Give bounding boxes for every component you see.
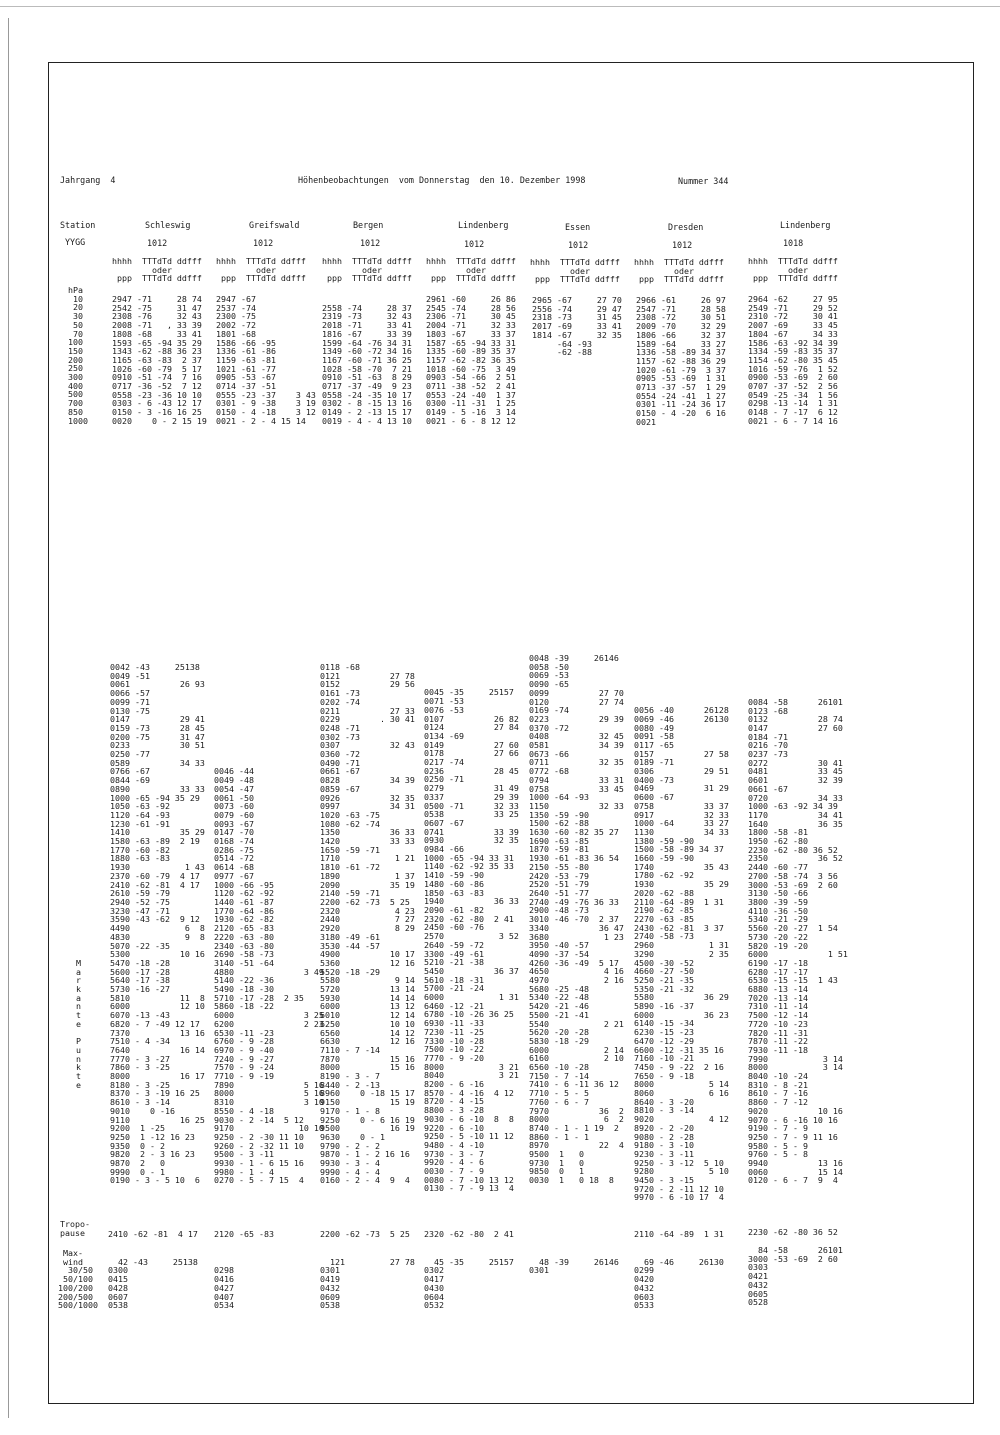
- station-sigpoint-data: 0048 -39 26146 0058 -50 0069 -53 0090 -65 0099 27 70 0120 27 74 0169 -74 0223 29 39 0370 -72 0408 32 45 0581 34 39 0673 -66 0711 32 35 0772 -68 0794 33 31 0758 33 45 1000 -64 -93 1150 32 33 1350 -59 -90 1500 -62 -88 1630 -60 -82 35 27 1690 -63 -85 1870 -59 -81 1930 -61 -83 36 54 2150 -55 -80 2420 -53 -79 2520 -51 -79 2640 -51 -77 2740 -49 -76 36 33 2900 -48 -73 3010 -46 -70 2 37 3340 36 47 3680 1 23 3950 -40 -57 4090 -37 -54 4260 -36 -49 5 17 4650 4 16 4970 2 16 5680 -25 -48 5340 -22 -48 5420 -21 -46 5500 -21 -41 5540 2 21 5620 -20 -28 5830 -18 -29 6000 2 14 6160 2 10 6560 -10 -28 7150 - 7 -14 7410 - 6 -11 36 12 7710 - 5 - 5 7760 - 6 - 7 7970 36 2 8000 6 2 8740 - 1 - 1 19 2 8860 - 1 - 1 8970 22 4 9500 1 0 9730 1 0 9850 0 1 0030 1 0 18 8: [529, 653, 624, 1186]
- tropopause-label: Tropo- pause: [60, 1219, 90, 1238]
- column-head: hhhh TTTdTd ddfff oder ppp TTTdTd ddfff: [322, 256, 412, 284]
- volume-label: Jahrgang 4: [60, 175, 116, 185]
- top-rule: [0, 6, 1000, 7]
- station-code: 1012: [464, 239, 485, 249]
- station-code: 1012: [360, 238, 381, 248]
- page-title: Höhenbeobachtungen vom Donnerstag den 10. Dezember 1998: [298, 175, 586, 185]
- station-sigpoint-data: 0056 -40 26128 0069 -46 26130 0080 -49 0091 -58 0117 -65 0157 27 58 0189 -71 0306 29 51 0400 -73 0469 31 29 0600 -67 0758 33 37 0917 32 33 1000 -64 33 27 1130 34 33 1380 -59 -90 1500 -58 -89 34 37 1660 -59 -90 1740 35 43 1780 -62 -92 1930 35 29 2020 -62 -88 2110 -64 -89 1 31 2190 -62 -85 2270 -63 -85 2430 -62 -81 3 37 2740 -58 -73 2960 1 31 3290 2 35 4500 -30 -52 4660 -27 -50 5250 -21 -35 5350 -21 -32 5580 36 29 5890 -16 -37 6000 36 23 6140 -15 -34 6230 -15 -23 6470 -12 -29 6600 -12 -31 35 16 7160 -10 -21 7450 - 9 -22 2 16 7650 - 9 -18 8000 5 14 8060 6 16 8640 - 3 -20 8810 - 3 -14 9020 4 12 8920 - 2 -20 9080 - 2 -28 9180 - 3 -10 9230 - 3 -11 9250 - 3 -12 5 10 9280 5 10 9450 - 3 -15 9720 - 2 -11 12 10 9970 - 6 -10 17 4: [634, 705, 729, 1203]
- station-name: Lindenberg: [780, 220, 831, 230]
- maxwind-value: 69 -46 26130 0299 0420 0432 0603 0533: [634, 1256, 724, 1311]
- station-upper-data: 2947 -67 2537 -74 2300 -75 2002 -72 1801 -68 1586 -66 -95 1336 -61 -86 1159 -63 -81 1021 -61 -77 0905 -53 -67 0714 -37 -51 0555 -23 -37 3 43 0301 - 9 -38 3 19 0150 - 4 -18 3 12 0021 - 2 - 4 15 14: [216, 294, 316, 426]
- station-upper-data: 2947 -71 28 74 2542 -75 31 47 2308 -76 32 43 2008 -71 , 33 39 1808 -68 33 41 1593 -65 -94 35 29 1343 -62 -88 36 23 1165 -63 -83 2 37 1026 -60 -79 5 17 0910 -51 -74 7 16 0717 -36 -52 7 12 0558 -23 -36 10 10 0303 - 6 -43 12 17 0150 - 3 -16 16 25 0020 0 - 2 15 19: [112, 294, 207, 426]
- station-name: Bergen: [353, 220, 384, 230]
- pressure-levels: hPa 10 20 30 50 70 100 150 200 250 300 400 500 700 850 1000: [68, 285, 88, 426]
- maxwind-value: 45 -35 25157 0302 0417 0430 0604 0532: [424, 1256, 514, 1311]
- column-head: hhhh TTTdTd ddfff oder ppp TTTdTd ddfff: [426, 256, 516, 284]
- maxwind-label: Max- wind 30/50 50/100 100/200 200/500 500/1000: [58, 1248, 98, 1311]
- station-code: 1012: [672, 240, 693, 250]
- station-name: Essen: [565, 222, 591, 232]
- tropopause-value: 2320 -62 -80 2 41: [424, 1229, 514, 1239]
- maxwind-value: 121 27 78 0301 0419 0432 0609 0538: [320, 1256, 415, 1311]
- station-sigpoint-data: 0045 -35 25157 0071 -53 0076 -53 0107 26 82 0124 27 84 0134 -69 0149 27 60 0178 27 66 0217 -74 0236 28 45 0250 -71 0279 31 49 0337 29 39 0500 -71 32 33 0538 33 25 0607 -67 0741 33 39 0930 32 35 0984 -66 1000 -65 -94 33 31 1140 -62 -92 35 33 1410 -59 -90 1480 -60 -86 1850 -63 -83 1940 36 33 2090 -61 -82 2320 -62 -80 2 41 2450 -60 -76 2570 3 52 2640 -59 -72 3300 -49 -61 5210 -21 -38 5450 36 37 5610 -18 -31 5700 -21 -24 6000 1 31 6460 -12 -21 6780 -10 -26 36 25 6930 -11 -33 7230 -11 -25 7330 -10 -28 7500 -10 -22 7770 - 9 -20 8000 3 21 8040 3 21 8200 - 6 -16 8570 - 4 -16 4 12 8720 - 4 -15 8800 - 3 -28 9030 - 6 -10 8 8 9220 - 6 -10 9250 - 5 -10 11 12 9480 - 4 -10 9730 - 3 - 7 9920 - 4 - 6 0030 - 7 - 9 0080 - 7 -10 13 12 0130 - 7 - 9 13 4: [424, 687, 519, 1194]
- issue-number: Nummer 344: [678, 176, 729, 186]
- yygg-label: YYGG: [65, 237, 86, 247]
- station-upper-data: 2965 -67 27 70 2556 -74 29 47 2318 -73 31 45 2017 -69 33 41 1814 -67 32 35 -64 -93 -62 -88: [532, 295, 622, 358]
- column-head: hhhh TTTdTd ddfff oder ppp TTTdTd ddfff: [748, 256, 838, 284]
- maxwind-value: 0298 0416 0427 0407 0534: [214, 1265, 234, 1311]
- maxwind-value: 42 -43 25138 0300 0415 0428 0607 0538: [108, 1256, 198, 1311]
- tropopause-value: 2410 -62 -81 4 17: [108, 1229, 198, 1239]
- column-head: hhhh TTTdTd ddfff oder ppp TTTdTd ddfff: [216, 256, 306, 284]
- station-name: Lindenberg: [458, 220, 509, 230]
- tropopause-value: 2200 -62 -73 5 25: [320, 1229, 410, 1239]
- tropopause-value: 2110 -64 -89 1 31: [634, 1229, 724, 1239]
- station-code: 1018: [783, 238, 804, 248]
- markante-punkte-label: M a r k a n t e P u n k t e: [76, 957, 81, 1090]
- station-sigpoint-data: 0046 -44 0049 -48 0054 -47 0061 -50 0073 -60 0079 -60 0093 -67 0147 -70 0168 -74 0286 -75 0514 -72 0614 -68 0977 -67 1000 -66 -95 1120 -62 -92 1440 -61 -87 1770 -64 -86 1930 -62 -82 2120 -65 -83 2220 -63 -80 2340 -63 -80 2690 -58 -73 3140 -51 -64 4880 3 49 5140 -22 -36 5490 -18 -30 5710 -17 -28 2 35 5860 -18 -22 6000 3 25 6200 2 23 6530 -11 -23 6760 - 9 -28 6970 - 9 -40 7240 - 9 -27 7570 - 9 -24 7710 - 9 -19 7890 5 16 8000 5 16 8310 3 10 8550 - 4 -18 9030 - 2 -14 5 12 9170 10 10 9250 - 2 -30 11 10 9260 - 2 -32 11 10 9500 - 3 -11 9930 - 1 - 6 15 16 9980 - 1 - 4 0270 - 5 - 7 15 4: [214, 766, 324, 1186]
- station-upper-data: 2964 -62 27 95 2549 -71 29 52 2310 -72 30 41 2007 -69 33 45 1804 -67 34 33 1586 -63 -92 34 39 1334 -59 -83 35 37 1154 -62 -80 35 45 1016 -59 -76 1 52 0900 -53 -69 2 60 0707 -37 -52 2 56 0549 -25 -34 1 56 0298 -13 -14 1 31 0148 - 7 -17 6 12 0021 - 6 - 7 14 16: [748, 294, 838, 426]
- station-upper-data: 2961 -60 26 86 2545 -74 28 56 2306 -71 30 45 2004 -71 32 33 1803 -67 33 37 1587 -65 -94 33 31 1335 -60 -89 35 37 1157 -62 -82 36 35 1018 -60 -75 3 49 0903 -54 -66 2 51 0711 -38 -52 2 41 0553 -24 -40 1 37 0300 -11 -31 1 25 0149 - 5 -16 3 14 0021 - 6 - 8 12 12: [426, 294, 516, 426]
- column-head: hhhh TTTdTd ddfff oder ppp TTTdTd ddfff: [530, 257, 620, 285]
- station-label: Station: [60, 220, 96, 230]
- tropopause-value: 2120 -65 -83: [214, 1229, 274, 1239]
- station-name: Dresden: [668, 222, 704, 232]
- station-code: 1012: [147, 238, 168, 248]
- station-sigpoint-data: 0042 -43 25138 0049 -51 0061 26 93 0066 -57 0099 -71 0130 -75 0147 29 41 0159 -73 28 45 0200 -75 31 47 0233 30 51 0250 -77 0589 34 33 0766 -67 0844 -69 0890 33 33 1000 -65 -94 35 29 1050 -63 -92 1120 -64 -93 1230 -61 -91 1410 35 29 1580 -63 -89 2 19 1770 -60 -82 1880 -63 -83 1930 1 43 2370 -60 -79 4 17 2410 -62 -81 4 17 2610 -59 -79 2940 -52 -75 3230 -47 -71 3590 -43 -62 9 12 4490 6 8 4830 9 8 5070 -22 -35 5300 10 16 5470 -18 -28 5600 -17 -28 5640 -17 -38 5730 -16 -27 5810 11 8 6000 12 10 6070 -13 -43 6820 - 7 -49 12 17 7370 13 16 7510 - 4 -34 7640 16 14 7770 - 3 -27 7860 - 3 -25 8000 16 17 8180 - 3 -25 8370 - 3 -19 16 25 8610 - 3 -14 9010 0 -16 9110 16 25 9200 1 -25 9250 1 -12 16 23 9350 0 - 2 9820 2 - 3 16 23 9870 2 0 9990 0 - 1 0190 - 3 - 5 10 6: [110, 662, 205, 1186]
- station-name: Schleswig: [145, 220, 191, 230]
- column-head: hhhh TTTdTd ddfff oder ppp TTTdTd ddfff: [634, 257, 724, 285]
- station-code: 1012: [568, 240, 589, 250]
- station-upper-data: 2966 -61 26 97 2547 -71 28 58 2308 -72 30 51 2009 -70 32 29 1806 -66 32 37 1589 -64 33 27 1336 -58 -89 34 37 1157 -62 -88 36 29 1020 -61 -79 3 37 0905 -53 -69 1 31 0713 -37 -57 1 29 0554 -24 -41 1 27 0301 -11 -24 36 17 0150 - 4 -20 6 16 0021: [636, 295, 726, 427]
- station-sigpoint-data: 0084 -58 26101 0123 -68 0132 28 74 0147 27 60 0184 -71 0216 -70 0237 -73 0272 30 41 0481 33 45 0601 32 39 0661 -67 0720 34 33 1000 -63 -92 34 39 1170 34 41 1640 36 35 1800 -58 -81 1950 -62 -80 2230 -62 -80 36 52 2350 36 52 2440 -60 -77 2700 -58 -74 3 56 3000 -53 -69 2 60 3130 -50 -66 3800 -39 -59 4110 -36 -50 5340 -21 -29 5560 -20 -27 1 54 5730 -20 -22 5820 -19 -20 6000 1 51 6190 -17 -18 6280 -17 -17 6530 -15 -15 1 43 6880 -13 -14 7020 -13 -14 7310 -11 -14 7500 -12 -14 7720 -10 -23 7820 -11 -31 7870 -11 -22 7930 -11 -18 7990 3 14 8000 3 14 8040 -10 -24 8310 - 8 -21 8610 - 7 -16 8860 - 7 -12 9020 10 16 9070 - 6 -16 10 16 9190 - 7 - 9 9250 - 7 - 9 11 16 9580 - 5 - 9 9760 - 5 - 8 9940 13 16 0060 15 14 0120 - 6 - 7 9 4: [748, 696, 848, 1186]
- station-sigpoint-data: 0118 -68 0121 27 78 0152 29 56 0161 -73 0202 -74 0211 27 33 0229 . 30 41 0248 -71 0302 -73 0307 32 43 0360 -72 0490 -71 0661 -67 0828 34 39 0859 -67 0926 32 35 0997 34 31 1020 -63 -75 1080 -62 -74 1350 36 33 1420 33 33 1650 -59 -71 1710 1 21 1810 -61 -72 1890 1 37 2090 35 19 2140 -59 -71 2200 -62 -73 5 25 2320 4 23 2440 7 27 2920 8 29 3180 -49 -61 3530 -44 -57 4900 10 17 5360 12 16 5520 -18 -29 5580 9 14 5720 13 14 5930 14 14 6000 13 12 6010 12 14 6250 10 10 6560 14 12 6630 12 16 7110 - 7 -14 7870 15 16 8000 15 16 8190 - 3 - 7 8440 - 2 -13 8960 0 -18 15 17 9150 15 19 9170 - 1 - 8 9250 0 - 6 16 19 9500 16 19 9630 0 - 1 9790 - 2 - 2 9870 - 1 - 2 16 16 9930 - 3 - 4 9990 - 4 - 4 0160 - 2 - 4 9 4: [320, 662, 415, 1186]
- tropopause-value: 2230 -62 -80 36 52: [748, 1227, 838, 1237]
- column-head: hhhh TTTdTd ddfff oder ppp TTTdTd ddfff: [112, 256, 202, 284]
- station-name: Greifswald: [249, 220, 300, 230]
- maxwind-value: 84 -58 26101 3000 -53 -69 2 60 0303 0421 0432 0605 0528: [748, 1245, 843, 1308]
- station-upper-data: 2558 -74 28 37 2319 -73 32 43 2018 -71 33 41 1816 -67 33 39 1599 -64 -76 34 31 1349 -60 -72 34 16 1167 -60 -71 36 25 1028 -58 -70 7 21 0910 -51 -63 8 29 0717 -37 -49 9 23 0558 -24 -35 10 17 0302 - 8 -15 13 16 0149 - 2 -13 15 17 0019 - 4 - 4 13 10: [322, 302, 412, 426]
- left-page-edge: [8, 18, 9, 1418]
- maxwind-value: 48 -39 26146 0301: [529, 1256, 619, 1276]
- station-code: 1012: [253, 238, 274, 248]
